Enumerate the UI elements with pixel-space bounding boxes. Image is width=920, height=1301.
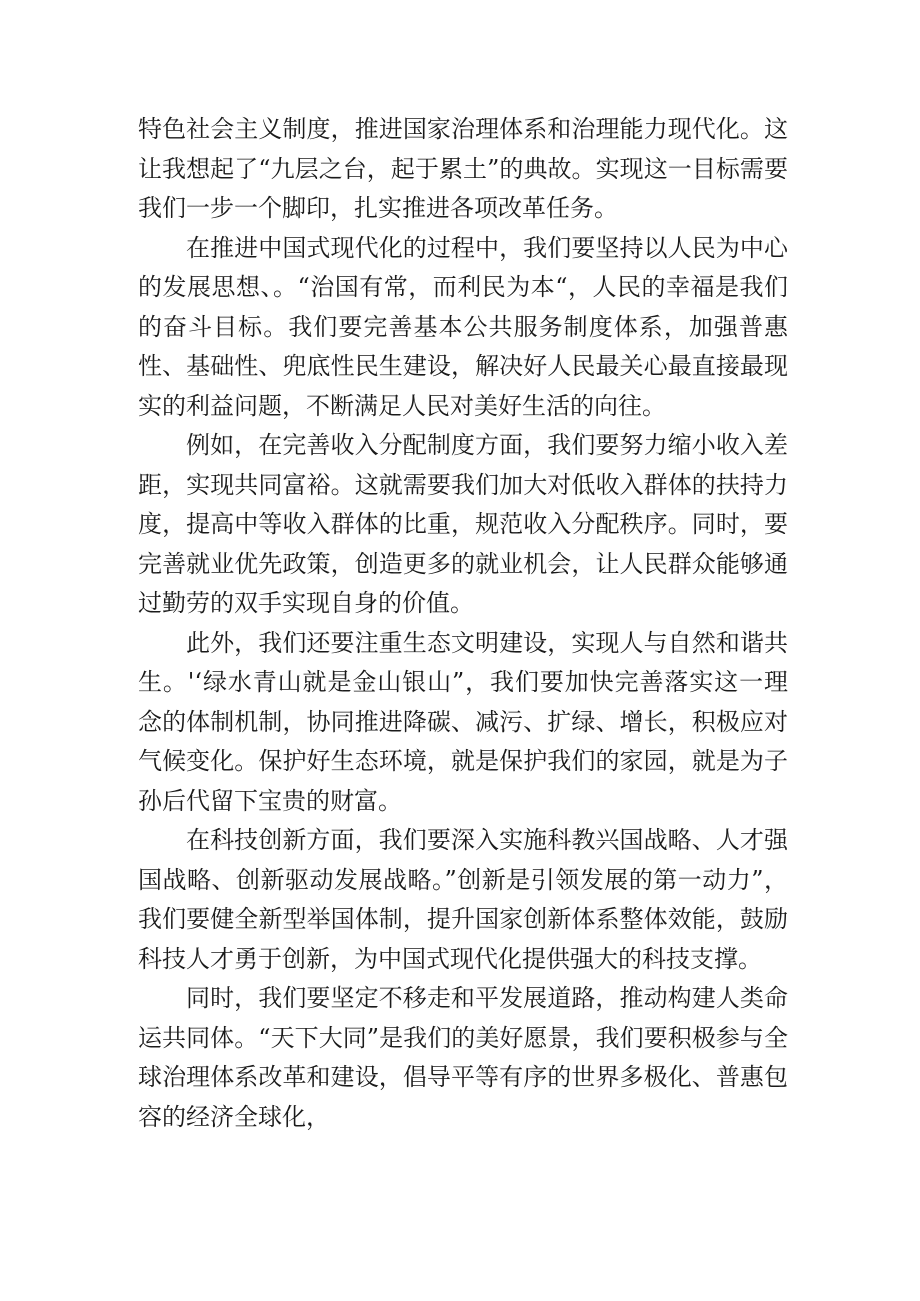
paragraph-4: 此外，我们还要注重生态文明建设，实现人与自然和谐共生。'‘绿水青山就是金山银山”，我们要加快完善落实这一理念的体制机制，协同推进降碳、减污、扩绿、增长，积极应对气候变化。保护好生态环境，就是保护我们的家园，就是为子孙后代留下宝贵的财富。 xyxy=(138,628,788,815)
paragraph-1: 特色社会主义制度，推进国家治理体系和治理能力现代化。这让我想起了“九层之台，起于累土”的典故。实现这一目标需要我们一步一个脚印，扎实推进各项改革任务。 xyxy=(138,115,788,222)
paragraph-5: 在科技创新方面，我们要深入实施科教兴国战略、人才强国战略、创新驱动发展战略。”创新是引领发展的第一动力”，我们要健全新型举国体制，提升国家创新体系整体效能，鼓励科技人才勇于创新，为中国式现代化提供强大的科技支撑。 xyxy=(138,826,788,973)
paragraph-2: 在推进中国式现代化的过程中，我们要坚持以人民为中心的发展思想、。“治国有常，而利民为本“，人民的幸福是我们的奋斗目标。我们要完善基本公共服务制度体系，加强普惠性、基础性、兜底性民生建设，解决好人民最关心最直接最现实的利益问题，不断满足人民对美好生活的向往。 xyxy=(138,233,788,420)
paragraph-6: 同时，我们要坚定不移走和平发展道路，推动构建人类命运共同体。“天下大同”是我们的美好愿景，我们要积极参与全球治理体系改革和建设，倡导平等有序的世界多极化、普惠包容的经济全球化， xyxy=(138,984,788,1131)
document-body xyxy=(138,110,788,1137)
paragraph-3: 例如，在完善收入分配制度方面，我们要努力缩小收入差距，实现共同富裕。这就需要我们加大对低收入群体的扶持力度，提高中等收入群体的比重，规范收入分配秩序。同时，要完善就业优先政策，创造更多的就业机会，让人民群众能够通过勤劳的双手实现自身的价值。 xyxy=(138,431,788,617)
